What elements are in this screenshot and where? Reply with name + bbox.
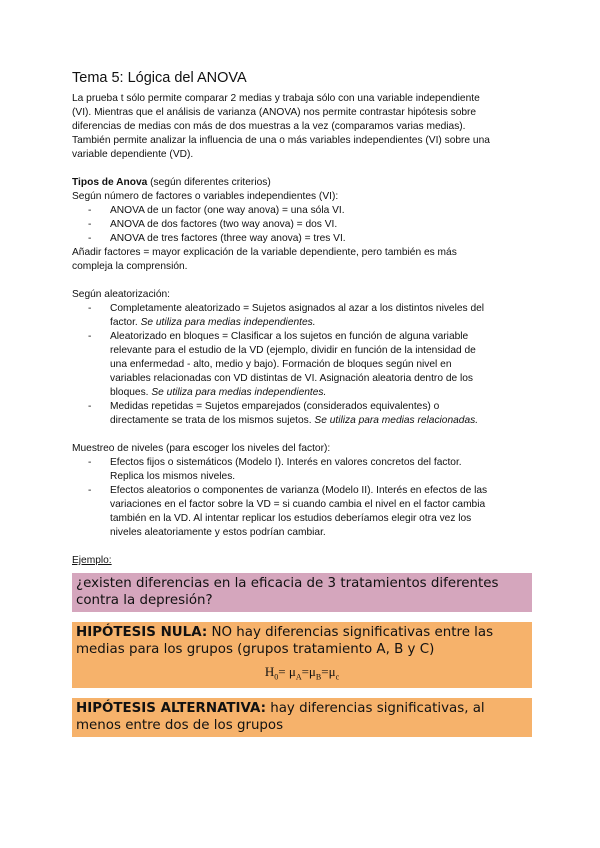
- muestreo-section: [72, 442, 532, 540]
- intro-line: diferencias de medias con más de dos muestras a la vez (comparamos varias medias).: [72, 121, 466, 132]
- null-hypothesis-formula: $H_0= \mu_A=\mu_B=\mu_c$: [264, 664, 340, 682]
- muestreo-list: [72, 456, 532, 540]
- factores-list: [72, 204, 532, 246]
- muestreo-heading: Muestreo de niveles (para escoger los niveles del factor):: [72, 443, 331, 454]
- list-item: - Aleatorizado en bloques = Clasificar a los sujetos en función de alguna variable relevante para el estudio de la VD (ejemplo, dividir en función de la intensidad de una enfermedad - alto, medio y bajo). Formación de bloques según nivel en variables relacionadas con VD distintas de VI. Asignación aleatoria dentro de los bloques. Se utiliza para medias independientes.: [88, 330, 532, 400]
- intro-line: variable dependiente (VD).: [72, 149, 194, 160]
- tipos-section: [72, 176, 532, 274]
- intro-line: La prueba t sólo permite comparar 2 medias y trabaja sólo con una variable independiente: [72, 93, 480, 104]
- aleatorizacion-section: [72, 288, 532, 428]
- question-box: ¿existen diferencias en la eficacia de 3 tratamientos diferentes contra la depresión?: [72, 573, 532, 612]
- ejemplo-label: Ejemplo:: [72, 555, 112, 566]
- aleatorizacion-list: [72, 302, 532, 428]
- page-title: Tema 5: Lógica del ANOVA: [72, 70, 247, 86]
- factores-note: compleja la comprensión.: [72, 261, 188, 272]
- list-item: - ANOVA de un factor (one way anova) = una sóla VI.: [88, 204, 532, 218]
- intro-paragraph: [72, 92, 532, 162]
- aleatorizacion-heading: Según aleatorización:: [72, 289, 170, 300]
- list-item: - Efectos fijos o sistemáticos (Modelo I). Interés en valores concretos del factor. Replica los mismos niveles.: [88, 456, 532, 484]
- intro-line: (VI). Mientras que el análisis de varianza (ANOVA) nos permite contrastar hipótesis sobre: [72, 107, 477, 118]
- alternative-hypothesis-box: HIPÓTESIS ALTERNATIVA: hay diferencias significativas, al menos entre dos de los grupos: [72, 698, 532, 737]
- list-item: - ANOVA de tres factores (three way anova) = tres VI.: [88, 232, 532, 246]
- list-item: - ANOVA de dos factores (two way anova) = dos VI.: [88, 218, 532, 232]
- tipos-heading: Tipos de Anova (según diferentes criterios): [72, 177, 271, 188]
- list-item: - Medidas repetidas = Sujetos emparejados (considerados equivalentes) o directamente se trata de los mismos sujetos. Se utiliza para medias relacionadas.: [88, 400, 532, 428]
- null-hypothesis-box: HIPÓTESIS NULA: NO hay diferencias significativas entre las medias para los grupos (grupos tratamiento A, B y C) $H_0= \mu_A=\mu_B=\mu_c$: [72, 622, 532, 688]
- ejemplo-section: [72, 554, 532, 737]
- document-page: [72, 70, 532, 737]
- factores-note: Añadir factores = mayor explicación de la variable dependiente, pero también es más: [72, 247, 457, 258]
- list-item: - Completamente aleatorizado = Sujetos asignados al azar a los distintos niveles del factor. Se utiliza para medias independientes.: [88, 302, 532, 330]
- intro-line: También permite analizar la influencia de una o más variables independientes (VI) sobre una: [72, 135, 490, 146]
- list-item: - Efectos aleatorios o componentes de varianza (Modelo II). Interés en efectos de las variaciones en el factor sobre la VD = si cuando cambia el nivel en el factor cambia también en la VD. Al intentar replicar los estudios deberíamos elegir otra vez los niveles aleatoriamente y estos podrían cambiar.: [88, 484, 532, 540]
- factores-heading: Según número de factores o variables independientes (VI):: [72, 191, 339, 202]
